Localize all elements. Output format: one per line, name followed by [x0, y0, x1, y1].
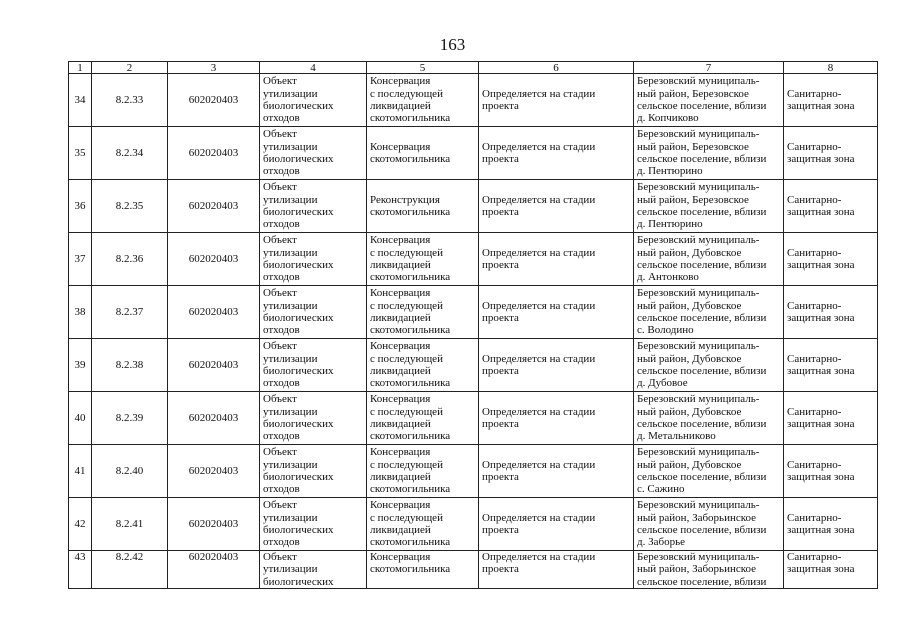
- planned-action-cell: Консервация скотомогильника: [367, 551, 479, 589]
- location-cell: Березовский муниципаль- ный район, Березовское сельское поселение, вблизи д. Пентюрино: [634, 127, 784, 180]
- zone-type-cell: Санитарно- защитная зона: [784, 445, 878, 498]
- planned-action-cell: Консервация с последующей ликвидацией скотомогильника: [367, 286, 479, 339]
- planned-action-cell: Консервация скотомогильника: [367, 127, 479, 180]
- implementation-term-cell: Определяется на стадии проекта: [479, 551, 634, 589]
- table-row: [69, 127, 878, 180]
- implementation-term-cell: Определяется на стадии проекта: [479, 339, 634, 392]
- objects-table: [68, 61, 878, 589]
- location-cell: Березовский муниципаль- ный район, Дубовское сельское поселение, вблизи д. Метальниково: [634, 392, 784, 445]
- planned-action-cell: Реконструкция скотомогильника: [367, 180, 479, 233]
- row-number-cell: 34: [69, 74, 92, 127]
- zone-type-cell: Санитарно- защитная зона: [784, 551, 878, 589]
- table-row: [69, 498, 878, 551]
- item-code-cell: 8.2.36: [92, 233, 168, 286]
- implementation-term-cell: Определяется на стадии проекта: [479, 445, 634, 498]
- zone-type-cell: Санитарно- защитная зона: [784, 233, 878, 286]
- table-row: [69, 551, 878, 589]
- table-row: [69, 74, 878, 127]
- implementation-term-cell: Определяется на стадии проекта: [479, 286, 634, 339]
- row-number-cell: 37: [69, 233, 92, 286]
- column-header: 1: [69, 62, 92, 74]
- column-header: 2: [92, 62, 168, 74]
- object-type-cell: Объект утилизации биологических отходов: [260, 498, 367, 551]
- item-code-cell: 8.2.42: [92, 551, 168, 589]
- row-number-cell: 41: [69, 445, 92, 498]
- implementation-term-cell: Определяется на стадии проекта: [479, 180, 634, 233]
- zone-type-cell: Санитарно- защитная зона: [784, 498, 878, 551]
- planned-action-cell: Консервация с последующей ликвидацией скотомогильника: [367, 445, 479, 498]
- location-cell: Березовский муниципаль- ный район, Заборьинское сельское поселение, вблизи: [634, 551, 784, 589]
- item-code-cell: 8.2.41: [92, 498, 168, 551]
- implementation-term-cell: Определяется на стадии проекта: [479, 127, 634, 180]
- table-row: [69, 339, 878, 392]
- column-header: 6: [479, 62, 634, 74]
- object-code-cell: 602020403: [168, 551, 260, 589]
- planned-action-cell: Консервация с последующей ликвидацией скотомогильника: [367, 339, 479, 392]
- table-row: [69, 392, 878, 445]
- zone-type-cell: Санитарно- защитная зона: [784, 74, 878, 127]
- page-number: 163: [439, 35, 466, 54]
- item-code-cell: 8.2.37: [92, 286, 168, 339]
- item-code-cell: 8.2.39: [92, 392, 168, 445]
- object-code-cell: 602020403: [168, 180, 260, 233]
- item-code-cell: 8.2.40: [92, 445, 168, 498]
- location-cell: Березовский муниципаль- ный район, Заборьинское сельское поселение, вблизи д. Заборье: [634, 498, 784, 551]
- zone-type-cell: Санитарно- защитная зона: [784, 339, 878, 392]
- row-number-cell: 36: [69, 180, 92, 233]
- object-code-cell: 602020403: [168, 445, 260, 498]
- item-code-cell: 8.2.35: [92, 180, 168, 233]
- object-type-cell: Объект утилизации биологических отходов: [260, 445, 367, 498]
- object-code-cell: 602020403: [168, 339, 260, 392]
- planned-action-cell: Консервация с последующей ликвидацией скотомогильника: [367, 233, 479, 286]
- object-code-cell: 602020403: [168, 392, 260, 445]
- object-type-cell: Объект утилизации биологических отходов: [260, 180, 367, 233]
- object-code-cell: 602020403: [168, 74, 260, 127]
- planned-action-cell: Консервация с последующей ликвидацией скотомогильника: [367, 74, 479, 127]
- location-cell: Березовский муниципаль- ный район, Березовское сельское поселение, вблизи д. Пентюрино: [634, 180, 784, 233]
- object-type-cell: Объект утилизации биологических отходов: [260, 127, 367, 180]
- zone-type-cell: Санитарно- защитная зона: [784, 180, 878, 233]
- table-row: [69, 233, 878, 286]
- row-number-cell: 38: [69, 286, 92, 339]
- location-cell: Березовский муниципаль- ный район, Дубовское сельское поселение, вблизи д. Дубовое: [634, 339, 784, 392]
- item-code-cell: 8.2.34: [92, 127, 168, 180]
- row-number-cell: 43: [69, 551, 92, 589]
- location-cell: Березовский муниципаль- ный район, Дубовское сельское поселение, вблизи д. Антонково: [634, 233, 784, 286]
- implementation-term-cell: Определяется на стадии проекта: [479, 392, 634, 445]
- item-code-cell: 8.2.38: [92, 339, 168, 392]
- row-number-cell: 39: [69, 339, 92, 392]
- column-header: 5: [367, 62, 479, 74]
- column-header: 8: [784, 62, 878, 74]
- planned-action-cell: Консервация с последующей ликвидацией скотомогильника: [367, 498, 479, 551]
- row-number-cell: 35: [69, 127, 92, 180]
- zone-type-cell: Санитарно- защитная зона: [784, 392, 878, 445]
- object-type-cell: Объект утилизации биологических отходов: [260, 339, 367, 392]
- location-cell: Березовский муниципаль- ный район, Березовское сельское поселение, вблизи д. Копчиково: [634, 74, 784, 127]
- table-header-row: [69, 62, 878, 74]
- object-type-cell: Объект утилизации биологических: [260, 551, 367, 589]
- object-type-cell: Объект утилизации биологических отходов: [260, 74, 367, 127]
- table-row: [69, 445, 878, 498]
- column-header: 4: [260, 62, 367, 74]
- row-number-cell: 40: [69, 392, 92, 445]
- row-number-cell: 42: [69, 498, 92, 551]
- column-header: 3: [168, 62, 260, 74]
- object-code-cell: 602020403: [168, 233, 260, 286]
- planned-action-cell: Консервация с последующей ликвидацией скотомогильника: [367, 392, 479, 445]
- table-row: [69, 180, 878, 233]
- implementation-term-cell: Определяется на стадии проекта: [479, 498, 634, 551]
- implementation-term-cell: Определяется на стадии проекта: [479, 233, 634, 286]
- item-code-cell: 8.2.33: [92, 74, 168, 127]
- location-cell: Березовский муниципаль- ный район, Дубовское сельское поселение, вблизи с. Володино: [634, 286, 784, 339]
- location-cell: Березовский муниципаль- ный район, Дубовское сельское поселение, вблизи с. Сажино: [634, 445, 784, 498]
- zone-type-cell: Санитарно- защитная зона: [784, 286, 878, 339]
- object-type-cell: Объект утилизации биологических отходов: [260, 392, 367, 445]
- column-header: 7: [634, 62, 784, 74]
- table-row: [69, 286, 878, 339]
- object-type-cell: Объект утилизации биологических отходов: [260, 233, 367, 286]
- object-type-cell: Объект утилизации биологических отходов: [260, 286, 367, 339]
- object-code-cell: 602020403: [168, 127, 260, 180]
- zone-type-cell: Санитарно- защитная зона: [784, 127, 878, 180]
- object-code-cell: 602020403: [168, 498, 260, 551]
- object-code-cell: 602020403: [168, 286, 260, 339]
- implementation-term-cell: Определяется на стадии проекта: [479, 74, 634, 127]
